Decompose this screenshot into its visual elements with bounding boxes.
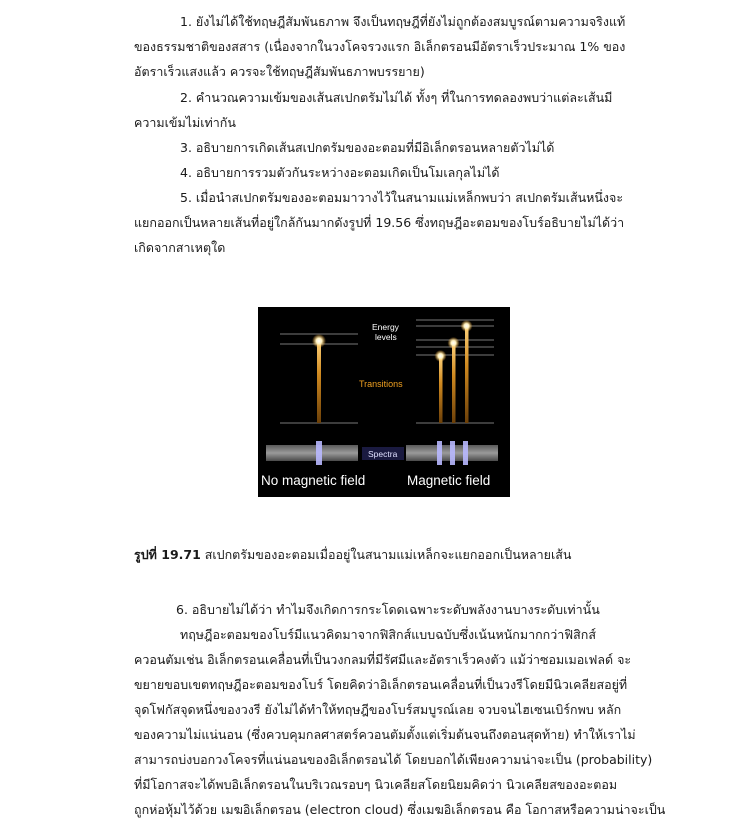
right-spectral-line-1 bbox=[437, 441, 442, 465]
zeeman-effect-figure bbox=[258, 307, 510, 497]
figure-caption-number: รูปที่ 19.71 bbox=[134, 547, 201, 562]
right-transition-glow-1 bbox=[435, 350, 447, 362]
no-magnetic-field-label: No magnetic field bbox=[261, 473, 366, 488]
item-4: 4. อธิบายการรวมตัวกันระหว่างอะตอมเกิดเป็นโมเลกุลไม่ได้ bbox=[180, 165, 500, 180]
left-transition-beam bbox=[317, 341, 321, 423]
figure-caption-text: สเปกตรัมของอะตอมเมื่ออยู่ในสนามแม่เหล็กจะแยกออกเป็นหลายเส้น bbox=[200, 547, 572, 562]
item-6-line-1: 6. อธิบายไม่ได้ว่า ทำไมจึงเกิดการกระโดดเฉพาะระดับพลังงานบางระดับเท่านั้น bbox=[176, 602, 600, 617]
item-1-line-2: ของธรรมชาติของสสาร (เนื่องจากในวงโคจรวงแรก อิเล็กตรอนมีอัตราเร็วประมาณ 1% ของ bbox=[134, 39, 626, 54]
magnetic-field-label: Magnetic field bbox=[407, 473, 491, 488]
item-6-line-8: ที่มีโอกาสจะได้พบอิเล็กตรอนในบริเวณรอบๆ นิวเคลียสโดยนิยมคิดว่า นิวเคลียสของอะตอม bbox=[134, 777, 618, 792]
left-spectral-line bbox=[316, 441, 322, 465]
right-transition-glow-2 bbox=[448, 337, 460, 349]
left-spectrum-strip bbox=[266, 445, 358, 461]
item-5-line-2: แยกออกเป็นหลายเส้นที่อยู่ใกล้กันมากดังรูปที่ 19.56 ซึ่งทฤษฎีอะตอมของโบร์อธิบายไม่ได้ว่า bbox=[134, 215, 625, 230]
item-1-line-3: อัตราเร็วแสงแล้ว ควรจะใช้ทฤษฎีสัมพันธภาพบรรยาย) bbox=[134, 64, 425, 79]
item-2-line-2: ความเข้มไม่เท่ากัน bbox=[134, 115, 236, 130]
right-spectral-line-3 bbox=[463, 441, 468, 465]
item-5-line-3: เกิดจากสาเหตุใด bbox=[134, 240, 226, 255]
transitions-label: Transitions bbox=[359, 379, 403, 389]
right-spectral-line-2 bbox=[450, 441, 455, 465]
right-transition-glow-3 bbox=[461, 320, 473, 332]
figure-caption bbox=[134, 546, 571, 564]
item-6-line-7: สามารถบ่งบอกวงโคจรที่แน่นอนของอิเล็กตรอนได้ โดยบอกได้เพียงความน่าจะเป็น (probability) bbox=[134, 752, 653, 767]
energy-levels-label-1: Energy bbox=[372, 322, 399, 332]
item-2-line-1: 2. คำนวณความเข้มของเส้นสเปกตรัมไม่ได้ ทั้งๆ ที่ในการทดลองพบว่าแต่ละเส้นมี bbox=[180, 90, 613, 105]
item-6-line-6: ของความไม่แน่นอน (ซึ่งควบคุมกลศาสตร์ควอนตัมตั้งแต่เริ่มต้นจนถึงตอนสุดท้าย) ทำให้เราไม่ bbox=[134, 727, 636, 742]
item-6-line-2: ทฤษฎีอะตอมของโบร์มีแนวคิดมาจากฟิสิกส์แบบฉบับซึ่งเน้นหนักมากกว่าฟิสิกส์ bbox=[180, 627, 596, 642]
right-transition-beam-1 bbox=[439, 356, 443, 423]
item-6-line-4: ขยายขอบเขตทฤษฎีอะตอมของโบร์ โดยคิดว่าอิเล็กตรอนเคลื่อนที่เป็นวงรีโดยมีนิวเคลียสอยู่ที่ bbox=[134, 677, 628, 692]
item-6-line-3: ควอนตัมเช่น อิเล็กตรอนเคลื่อนที่เป็นวงกลมที่มีรัศมีและอัตราเร็วคงตัว แม้ว่าซอมเมอเฟลด์ จะ bbox=[134, 652, 632, 667]
item-3: 3. อธิบายการเกิดเส้นสเปกตรัมของอะตอมที่มีอิเล็กตรอนหลายตัวไม่ได้ bbox=[180, 140, 555, 155]
item-6-line-5: จุดโฟกัสจุดหนึ่งของวงรี ยังไม่ได้ทำให้ทฤษฎีของโบร์สมบูรณ์เลย จวบจนไฮเซนเบิร์กพบ หลัก bbox=[134, 702, 622, 717]
energy-levels-label-2: levels bbox=[375, 332, 397, 342]
item-1-line-1: 1. ยังไม่ได้ใช้ทฤษฎีสัมพันธภาพ จึงเป็นทฤษฎีที่ยังไม่ถูกต้องสมบูรณ์ตามความจริงแท้ bbox=[180, 14, 626, 29]
spectra-label: Spectra bbox=[368, 449, 398, 459]
right-transition-beam-2 bbox=[452, 343, 456, 423]
item-5-line-1: 5. เมื่อนำสเปกตรัมของอะตอมมาวางไว้ในสนามแม่เหล็กพบว่า สเปกตรัมเส้นหนึ่งจะ bbox=[180, 190, 624, 205]
left-transition-glow bbox=[312, 334, 326, 348]
item-6-line-9: ถูกห่อหุ้มไว้ด้วย เมฆอิเล็กตรอน (electron cloud) ซึ่งเมฆอิเล็กตรอน คือ โอกาสหรือความน่าจะเป็น bbox=[134, 802, 666, 817]
right-transition-beam-3 bbox=[465, 326, 469, 423]
